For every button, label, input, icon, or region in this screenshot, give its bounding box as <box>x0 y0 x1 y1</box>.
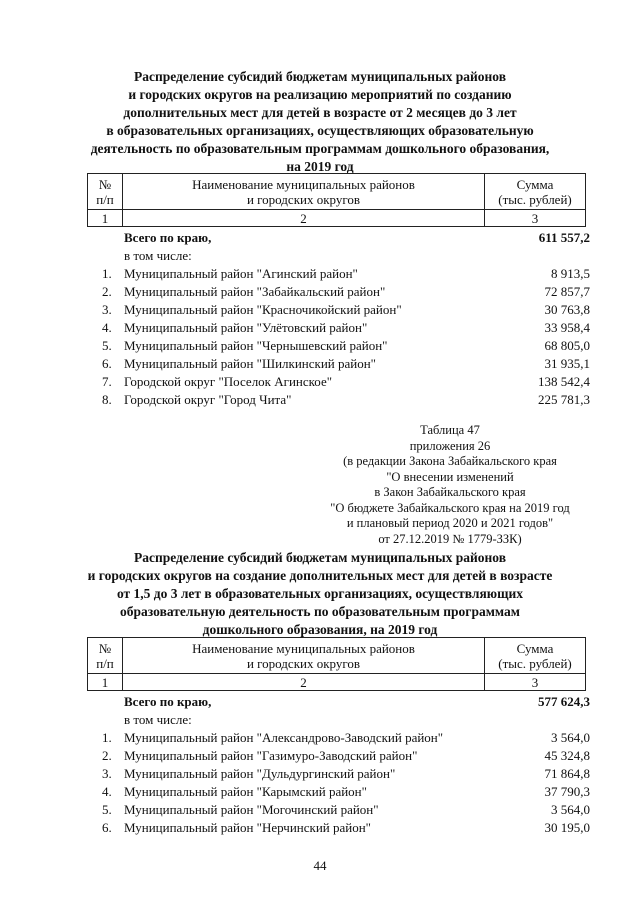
row-number: 6. <box>102 820 112 835</box>
title-line: в образовательных организациях, осуществляющих образовательную <box>106 123 534 138</box>
row-name: Муниципальный район "Красночикойский район" <box>124 302 402 317</box>
table-row <box>102 265 590 283</box>
note-line: "О бюджете Забайкальского края на 2019 год <box>330 500 570 515</box>
header-num-cell <box>88 174 123 210</box>
note-line: Таблица 47 <box>420 423 480 437</box>
row-name: Муниципальный район "Чернышевский район" <box>124 338 388 353</box>
col-number-2: 2 <box>123 210 485 227</box>
row-value: 37 790,3 <box>544 784 590 799</box>
row-value: 138 542,4 <box>538 374 590 389</box>
header-name2: и городских округов <box>246 655 361 671</box>
row-name: Муниципальный район "Могочинский район" <box>124 802 379 817</box>
page-number: 44 <box>313 858 327 873</box>
title-line: деятельность по образовательным программам дошкольного образования, <box>90 141 550 156</box>
row-number: 3. <box>102 766 112 781</box>
total-value: 577 624,3 <box>538 694 590 709</box>
amendment-note <box>300 423 600 547</box>
row-value: 8 913,5 <box>551 266 590 281</box>
col-number-1: 1 <box>88 210 123 227</box>
header-sum: Сумма <box>516 640 554 656</box>
section2-header-table <box>87 637 586 691</box>
note-line: в Закон Забайкальского края <box>374 485 526 499</box>
table-row <box>102 373 590 391</box>
header-num2: п/п <box>96 655 114 671</box>
section1-title <box>60 68 580 176</box>
title-line: Распределение субсидий бюджетам муниципальных районов <box>133 550 507 565</box>
row-value: 68 805,0 <box>544 338 590 353</box>
row-number: 6. <box>102 356 112 371</box>
title-line: дополнительных мест для детей в возрасте от 2 месяцев до 3 лет <box>123 105 517 120</box>
row-name: Городской округ "Поселок Агинское" <box>124 374 333 389</box>
row-name: Муниципальный район "Улётовский район" <box>124 320 368 335</box>
section2-total-row <box>102 693 590 711</box>
header-sum-cell <box>485 174 586 210</box>
header-name: Наименование муниципальных районов <box>192 176 415 192</box>
note-line: приложения 26 <box>409 438 491 453</box>
table-row <box>102 283 590 301</box>
header-name2: и городских округов <box>246 191 361 207</box>
title-line: и городских округов на реализацию мероприятий по созданию <box>128 87 512 102</box>
col-number-2: 2 <box>123 674 485 691</box>
total-label: Всего по краю, <box>124 694 212 709</box>
row-value: 71 864,8 <box>544 766 590 781</box>
col-number-3: 3 <box>485 674 586 691</box>
note-line: и плановый период 2020 и 2021 годов" <box>346 516 554 530</box>
header-num2: п/п <box>96 191 114 207</box>
section2-title <box>60 549 580 639</box>
note-line: от 27.12.2019 № 1779-ЗЗК) <box>378 531 522 546</box>
row-value: 31 935,1 <box>544 356 590 371</box>
row-number: 8. <box>102 392 112 407</box>
header-sum: Сумма <box>516 176 554 192</box>
table-row <box>102 729 590 747</box>
row-number: 4. <box>102 320 112 335</box>
row-number: 7. <box>102 374 112 389</box>
table-row <box>102 391 590 409</box>
row-value: 45 324,8 <box>544 748 590 763</box>
row-name: Муниципальный район "Забайкальский район" <box>124 284 386 299</box>
table-row <box>102 819 590 837</box>
header-sum2: (тыс. рублей) <box>498 191 572 207</box>
row-number: 1. <box>102 730 112 745</box>
table-row <box>102 783 590 801</box>
total-value: 611 557,2 <box>538 230 590 245</box>
row-name: Городской округ "Город Чита" <box>124 392 292 407</box>
title-line: образовательную деятельность по образовательным программам <box>120 604 520 619</box>
section1-total-row <box>102 229 590 247</box>
note-line: (в редакции Закона Забайкальского края <box>343 454 557 468</box>
header-num: № <box>98 176 112 192</box>
header-name-cell <box>123 174 485 210</box>
row-number: 3. <box>102 302 112 317</box>
col-number-1: 1 <box>88 674 123 691</box>
row-value: 3 564,0 <box>551 730 590 745</box>
table-row <box>102 765 590 783</box>
row-name: Муниципальный район "Нерчинский район" <box>124 820 371 835</box>
row-number: 2. <box>102 284 112 299</box>
table-row <box>102 337 590 355</box>
row-name: Муниципальный район "Газимуро-Заводский район" <box>124 748 418 763</box>
row-name: Муниципальный район "Агинский район" <box>124 266 358 281</box>
header-num: № <box>98 640 112 656</box>
row-name: Муниципальный район "Александрово-Заводский район" <box>124 730 444 745</box>
title-line: и городских округов на создание дополнительных мест для детей в возрасте <box>87 568 553 583</box>
title-line: на 2019 год <box>286 159 354 174</box>
row-number: 1. <box>102 266 112 281</box>
total-label: Всего по краю, <box>124 230 212 245</box>
row-value: 33 958,4 <box>544 320 590 335</box>
subtotal-label: в том числе: <box>124 712 192 727</box>
row-value: 225 781,3 <box>538 392 590 407</box>
title-line: дошкольного образования, на 2019 год <box>202 622 438 637</box>
row-number: 5. <box>102 802 112 817</box>
row-name: Муниципальный район "Дульдургинский район" <box>124 766 396 781</box>
row-name: Муниципальный район "Карымский район" <box>124 784 367 799</box>
row-value: 30 763,8 <box>544 302 590 317</box>
header-name: Наименование муниципальных районов <box>192 640 415 656</box>
title-line: Распределение субсидий бюджетам муниципальных районов <box>133 69 507 84</box>
row-value: 3 564,0 <box>551 802 590 817</box>
title-line: от 1,5 до 3 лет в образовательных организациях, осуществляющих <box>116 586 524 601</box>
row-name: Муниципальный район "Шилкинский район" <box>124 356 376 371</box>
col-number-3: 3 <box>485 210 586 227</box>
table-row <box>102 301 590 319</box>
header-sum2: (тыс. рублей) <box>498 655 572 671</box>
subtotal-label: в том числе: <box>124 248 192 263</box>
row-number: 2. <box>102 748 112 763</box>
table-row <box>102 747 590 765</box>
row-value: 72 857,7 <box>544 284 590 299</box>
table-row <box>102 355 590 373</box>
header-name-cell <box>123 638 485 674</box>
row-value: 30 195,0 <box>544 820 590 835</box>
row-number: 4. <box>102 784 112 799</box>
section1-header-table <box>87 173 586 227</box>
table-row <box>102 801 590 819</box>
table-row <box>102 319 590 337</box>
header-num-cell <box>88 638 123 674</box>
row-number: 5. <box>102 338 112 353</box>
note-line: "О внесении изменений <box>386 469 514 484</box>
header-sum-cell <box>485 638 586 674</box>
